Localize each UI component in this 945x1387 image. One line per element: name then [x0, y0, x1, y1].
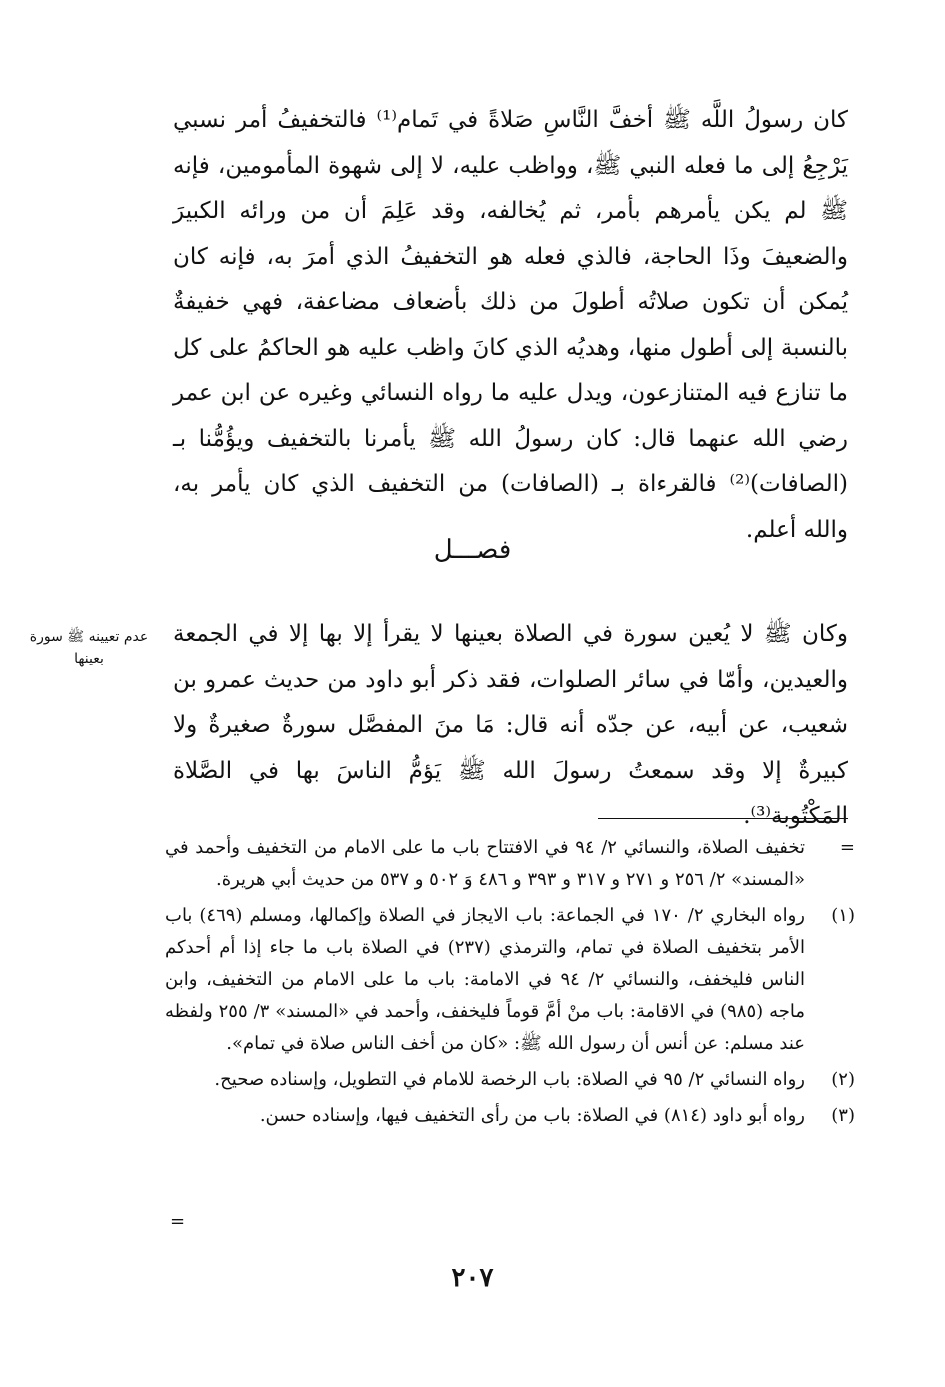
- footnote-number: =: [839, 837, 855, 858]
- footnotes: [165, 832, 855, 1132]
- footnote-number: (١): [831, 905, 855, 926]
- footnote-text: رواه النسائي ٢/ ٩٥ في الصلاة: باب الرخصة للامام في التطويل، وإسناده صحيح.: [214, 1069, 805, 1090]
- footnote-continuation-mark: =: [170, 1211, 186, 1232]
- footnote-text: رواه أبو داود (٨١٤) في الصلاة: باب من رأى التخفيف فيها، وإسناده حسن.: [259, 1105, 805, 1126]
- main-text: [173, 98, 848, 553]
- page-number: ٢٠٧: [451, 1263, 494, 1293]
- footnote-1: [165, 900, 855, 1060]
- footnote-2: [165, 1064, 855, 1096]
- footnote-continuation: [165, 832, 855, 896]
- margin-note: عدم تعيينه ﷺ سورة بعينها: [29, 629, 149, 667]
- main-text-2: [173, 612, 848, 840]
- paragraph-2: وكان ﷺ لا يُعين سورة في الصلاة بعينها لا يقرأ إلا بها إلا في الجمعة والعيدين، وأمّا في سائر الصلوات، فقد ذكر أبو داود من حديث عمرو بن شعيب، عن أبيه، عن جدّه أنه قال: مَا منَ المفصَّل سورةٌ صغيرةٌ ولا كبيرةٌ إلا وقد سمعتُ رسولَ الله ﷺ يَؤمُّ الناسَ بها في الصَّلاة المَكْتُوبة⁽³⁾.: [173, 621, 848, 829]
- paragraph-1: كان رسولُ اللَّه ﷺ أخفَّ النَّاسِ صَلاةً في تَمام⁽¹⁾ فالتخفيفُ أمر نسبي يَرْجِعُ إلى ما فعله النبي ﷺ، وواظب عليه، لا إلى شهوة المأمومين، فإنه ﷺ لم يكن يأمرهم بأمر، ثم يُخالفه، وقد عَلِمَ أن من ورائه الكبيرَ والضعيفَ وذَا الحاجة، فالذي فعله هو التخفيفُ الذي أمرَ به، فإنه كان يُمكن أن تكون صلاتُه أطولَ من ذلك بأضعاف مضاعفة، فهي خفيفةٌ بالنسبة إلى أطول منها، وهديُه الذي كانَ واظب عليه هو الحاكمُ على كل ما تنازع فيه المتنازعون، ويدل عليه ما رواه النسائي وغيره عن ابن عمر رضي الله عنهما قال: كان رسولُ الله ﷺ يأمرنا بالتخفيف ويؤُمُّنا بـ (الصافات)⁽²⁾ فالقرءاة بـ (الصافات) من التخفيف الذي كان يأمر به، والله أعلم.: [173, 107, 848, 543]
- footnote-3: [165, 1100, 855, 1132]
- section-heading: فصـــل: [433, 535, 512, 565]
- footnote-number: (٢): [831, 1069, 855, 1090]
- footnote-text: رواه البخاري ٢/ ١٧٠ في الجماعة: باب الايجاز في الصلاة وإكمالها، ومسلم (٤٦٩) باب الأمر بتخفيف الصلاة في تمام، والترمذي (٢٣٧) في الصلاة باب ما جاء إذا أم أحدكم الناس فليخفف، والنسائي ٢/ ٩٤ في الامامة: باب ما على الامام من التخفيف، وابن ماجه (٩٨٥) في الاقامة: باب منْ أمَّ قوماً فليخفف، وأحمد في «المسند» ٣/ ٢٥٥ ولفظه عند مسلم: عن أنس أن رسول الله ﷺ: «كان من أخف الناس صلاة في تمام».: [165, 905, 805, 1054]
- footnote-text: تخفيف الصلاة، والنسائي ٢/ ٩٤ في الافتتاح باب ما على الامام من التخفيف وأحمد في «المسند» ٢/ ٢٥٦ و ٢٧١ و ٣١٧ و ٣٩٣ و ٤٨٦ وَ ٥٠٢ و ٥٣٧ من حديث أبي هريرة.: [165, 837, 805, 890]
- footnote-number: (٣): [831, 1105, 855, 1126]
- footnote-divider: [598, 818, 848, 819]
